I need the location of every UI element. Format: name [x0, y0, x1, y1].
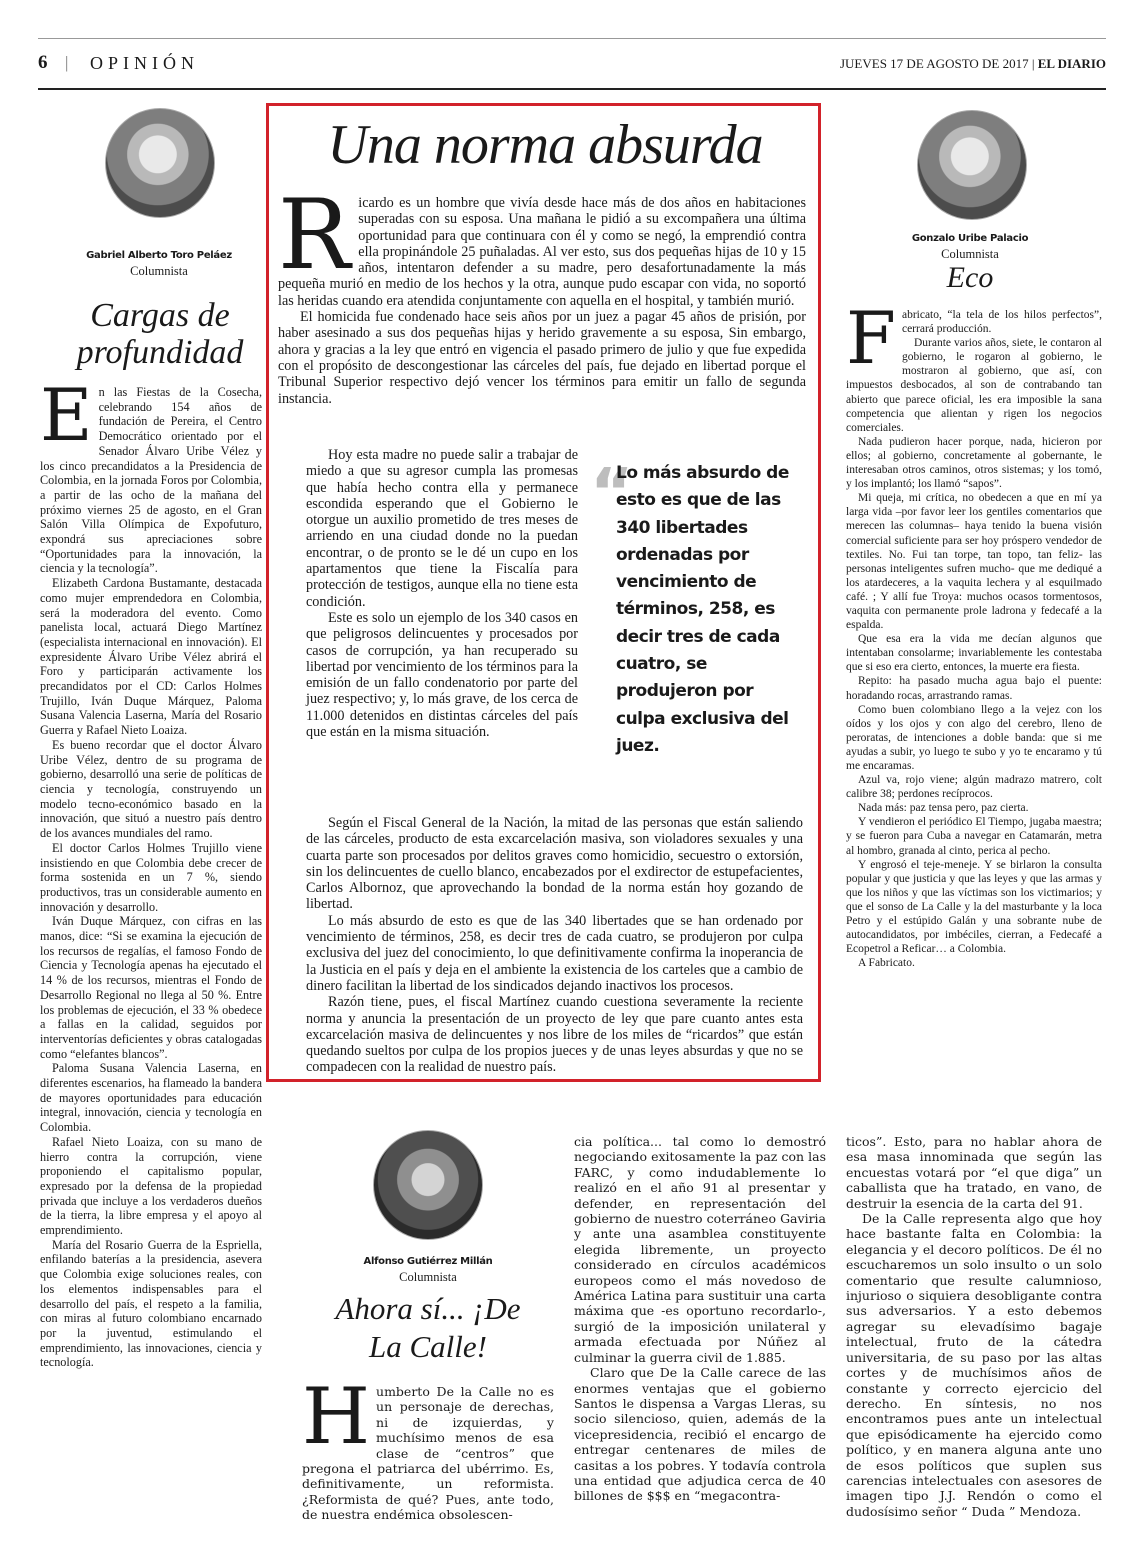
- bottom-article-col1: Humberto De la Calle no es un personaje de derechas, ni de izquierdas, y muchísimo menos de esa clase de “centros” que pregona el patriarca del ubérrimo. Es, definitivamente, un reformista. ¿Reformista de qué? Pues, ante todo, de nuestra endémica obsolescen-: [302, 1372, 554, 1523]
- bottom-article-col2: cia política... tal como lo demostró negociando exitosamente la paz con las FARC, y como indudablemente lo realizó en el año 91 al presentar y defender, en representación del gobierno de nuestro coterráneo Gaviria y ante una asamblea constituyente elegida libremente, un proyecto considerado en círculos académicos europeos como el más novedoso de América Latina para sustituir una carta máxima que -es oportuno recordarlo-, surgió de la imposición unilateral y armada efectuada por Núñez al culminar la guerra civil de 1.885. Claro que De la Calle carece de las enormes ventajas que el gobierno Santos le dispensa a Vargas Lleras, su socio silencioso, quien, además de la vicepresidencia, recibió el encargo de entregar centenares de miles de casitas a los pobres. Y todavía controla una entidad que adjudica cerca de 40 billones de $$$ en “megacontra-: [574, 1134, 826, 1504]
- author-name-right: Gonzalo Uribe Palacio: [911, 233, 1029, 244]
- section-name: OPINIÓN: [90, 53, 199, 73]
- editorial-bottom-text: Según el Fiscal General de la Nación, la mitad de las personas que están saliendo de las cárceles, producto de esta excarcelación masiva, son violadores sexuales y una cuarta parte son procesados por delitos graves como homicidio, secuestro o extorsión, sin los delincuentes de cuello blanco, encabezados por el exdirector de estupefacientes, Carlos Albornoz, que aprovechando la bondad de la norma están hoy gozando de libertad. Lo más absurdo de esto es que de las 340 libertades que se han ordenado por vencimiento de términos, 258, es decir tres de cada cuatro, se produjeron por culpa exclusiva del juez del conocimiento, lo que definitivamente confirma la inoperancia de la Justicia en el país y deja en el ambiente la existencia de los carteles que a cambio de dinero facilitan la libertad de los sindicados dejando inactivos los procesos. Razón tiene, pues, el fiscal Martínez cuando cuestiona severamente la reciente norma y anuncia la presentación de un proyecto de ley que pare cuanto antes esta excarcelación masiva de delincuentes y nos libre de los miles de “ricardos” que están quedando sueltos por culpa de los propios jueces y de unas leyes absurdas y que no se compadecen con la realidad de nuestro país.: [306, 815, 803, 1076]
- page-number: 6: [38, 52, 48, 73]
- quote-mark-icon: “: [590, 454, 634, 531]
- drop-cap: E: [40, 373, 93, 457]
- masthead: [38, 52, 1106, 78]
- column-body-left: En las Fiestas de la Cosecha, celebrando 154 años de fundación de Pereira, el Centro Democrático orientado por el Senador Álvaro Uribe Vélez y los cinco precandidatos a la Presidencia de Colombia, en la jornada Foros por Colombia, a partir de las ocho de la mañana del próximo viernes 25 de agosto, en el Gran Salón Villa Olímpica de Expofuturo, expondrá sus apreciaciones sobre “Oportunidades para la innovación, la ciencia y la tecnología”. Elizabeth Cardona Bustamante, destacada como mujer emprendedora en Colombia, será la moderadora del evento. Como panelista local, actuará Diego Martínez (especialista internacional en innovación). El expresidente Álvaro Uribe Vélez abrirá el Foro y participarán activamente los precandidatos por el CD: Carlos Holmes Trujillo, Iván Duque Márquez, Paloma Susana Valencia Laserna, María del Rosario Guerra y Rafael Nieto Loaiza. Es bueno recordar que el doctor Álvaro Uribe Vélez, dentro de su programa de gobierno, desarrolló una serie de políticas de ciencia y tecnología, construyendo un modelo tecno-económico basado en la innovación, que situó a nuestro país dentro de los avances mundiales del ramo. El doctor Carlos Holmes Trujillo viene insistiendo en que Colombia debe crecer de forma sostenida en un 7 %, siendo productivos, tras un considerable aumento en innovación y desarrollo. Iván Duque Márquez, con cifras en las manos, dice: “Si se examina la ejecución de los recursos de regalías, el famoso Fondo de Ciencia y Tecnología apenas ha ejecutado el 14 % de los recursos, mientras el Fondo de Desarrollo Regional no llega al 50 %. Entre los problemas de ejecución, el 33 % obedece a fallas en la calidad, seguidos por interventorías deficientes y obras catalogadas como “elefantes blancos”. Paloma Susana Valencia Laserna, en diferentes escenarios, ha flameado la bandera de mayores oportunidades para educación integral, innovación, ciencia y tecnología en Colombia. Rafael Nieto Loaiza, con su mano de hierro contra la corrupción, viene proponiendo el capitalismo popular, expresado por la defensa de la propiedad privada que incluye a los verdaderos dueños de la tierra, la libre empresa y el apoyo al emprendimiento. María del Rosario Guerra de la Espriella, enfilando baterías a la presidencia, asevera que Colombia exige soluciones reales, con los elementos indispensables para el desarrollo del país, el respeto a la familia, con miras al futuro colombiano encarnado por la juventud, estimulando el emprendimiento, las innovaciones, ciencia y tecnología.: [40, 373, 262, 1370]
- drop-cap: F: [846, 296, 896, 380]
- top-rule: [38, 38, 1106, 39]
- author-photo-bottom: [373, 1130, 483, 1240]
- pull-quote-text: Lo más absurdo de esto es que de las 340 libertades ordenadas por vencimiento de términos, 258, es decir tres de cada cuatro, se produjeron por culpa exclusiva del juez.: [616, 463, 789, 756]
- column-title-bottom: Ahora sí... ¡De La Calle!: [335, 1291, 521, 1364]
- drop-cap: R: [278, 179, 351, 291]
- author-name-left: Gabriel Alberto Toro Peláez: [86, 250, 232, 261]
- drop-cap: H: [302, 1372, 371, 1462]
- author-photo-left: [105, 108, 215, 218]
- editorial-top-text: Ricardo es un hombre que vivía desde hace más de dos años en habitaciones superadas con su esposa. Una mañana le pidió a su excompañera una última oportunidad para que continuara con él y como se negó, la emprendió contra ella propinándole 25 puñaladas. Al ver esto, sus dos pequeñas hijas de 10 y 15 años, intentaron defender a su madre, pero desafortunadamente la más pequeña murió en medio de los hechos y la otra, aunque pudo escapar con vida, no soportó las heridas cuando era atendida conjuntamente con aquella en el hospital, y también murió. El homicida fue condenado hace seis años por un juez a pagar 45 años de prisión, por haber asesinado a sus dos pequeñas hijas y herido gravemente a su esposa, Sin embargo, ahora y gracias a la ley que entró en vigencia el pasado primero de julio y que fue expedida con el propósito de descongestionar las cárceles del país, fue dejado en libertad porque el Tribunal Superior respectivo dejó vencer los términos para emitir un fallo de segunda instancia.: [278, 179, 806, 407]
- dateline: [840, 56, 1106, 72]
- masthead-rule: [38, 88, 1106, 90]
- author-photo-right: [917, 110, 1027, 220]
- column-title-left: Cargas de profundidad: [76, 297, 244, 372]
- column-title-right: Eco: [946, 261, 994, 294]
- date: JUEVES 17 DE AGOSTO DE 2017 |: [839, 56, 1035, 71]
- bottom-article-col3: ticos”. Esto, para no hablar ahora de esa masa innominada que según las encuestas votará por “el que diga” un caballista que ha tratado, en vano, de destruir la esencia de la carta del 91. De la Calle representa algo que hoy hace bastante falta en Colombia: la elegancia y el decoro políticos. De él no escucharemos un solo insulto o un solo comentario que resulte calumnioso, injurioso o siquiera desobligante contra sus adversarios. Y a esto debemos agregar su elevadísimo bagaje intelectual, fruto de la cátedra universitaria, de su paso por las altas cortes y de muchísimos años de constante y correcto ejercicio del derecho. En síntesis, no nos encontramos pues ante un intelectual que episódicamente ha ejercido como político, y en manera alguna ante uno de esos políticos que suplen sus carencias intelectuales con asesores de imagen tipo J.J. Rendón o como el dudosísimo señor “ Duda ” Mendoza.: [846, 1134, 1102, 1519]
- editorial-narrow-text: Hoy esta madre no puede salir a trabajar de miedo a que su agresor cumpla las promesas que había hecho contra ella y permanece escondida esperando que el Gobierno le otorgue un auxilio prometido de tres meses de arriendo en una ciudad donde no la puedan encontrar, o de pronto se le dé un cupo en los apartamentos que tiene la Fiscalía para protección de testigos, aunque ella no tiene esta condición. Este es solo un ejemplo de los 340 casos en que peligrosos delincuentes y procesados por casos de corrupción, ya han recuperado su libertad por vencimiento de los términos para la emisión de un fallo condenatorio por parte del juez respectivo; y, lo más grave, de los cerca de 11.000 detenidos en distintas cárceles del país que están en la misma situación.: [306, 447, 578, 741]
- author-role-left: Columnista: [130, 264, 188, 278]
- author-role-bottom: Columnista: [399, 1270, 457, 1284]
- column-body-right: Fabricato, “la tela de los hilos perfectos”, cerrará producción. Durante varios años, siete, le contaron al gobierno, le rogaron al gobierno, le mostraron al gobierno, que así, con impuestos desbocados, al son de contrabando tan abierto que parece oficial, les era imposible la sana competencia que alientan y rigen los negocios comerciales. Nada pudieron hacer porque, nada, hicieron por ellos; al gobierno, concretamente al gobernante, le interesaban otros caminos, otros sistemas; y los tomó, y los implantó; los llamó “sapos”. Mi queja, mi crítica, no obedecen a que en mí ya larga vida –por favor leer los gentiles comentarios que merecen las columnas– haya tenido la buena visión comercial suficiente para ser hoy próspero vendedor de textiles. No. Fui tan torpe, tan topo, tan feliz- las personas inteligentes sufren mucho- que me dediqué a los atardeceres, a la vaquita lechera y al esquilmado café. ; Y allí fue Troya: muchos ocasos tormentosos, vaquita con permanente prole ladrona y fedecafé a la espalda. Que esa era la vida me decían algunos que intentaban consolarme; invariablemente les contestaba que si eso era cierto, entonces, la muerte era fiesta. Repito: ha pasado mucha agua bajo el puente: horadando rocas, arrastrando ramas. Como buen colombiano llego a la vejez con los oídos y los ojos y con algo del cerebro, lleno de peroratas, de intenciones a doble banda: que si me ayudas a subir, yo luego te subo y yo te encaramo y tú me encaramas. Azul va, rojo viene; algún madrazo matrero, colt calibre 38; perdones recíprocos. Nada más: paz tensa pero, paz cierta. Y vendieron el periódico El Tiempo, jugaba maestra; y se fueron para Cuba a navegar en Catamarán, metra al hombro, granada al cinto, perica al pecho. Y engrosó el teje-meneje. Y se birlaron la consulta popular y que justicia y que las leyes y que las armas y que los niños y que las víctimas son los victimarios; y que el sonso de La Calle y la del masturbante y la loca Petro y el estúpido Galán y una sobrante nube de autocandidatos, por imbéciles, cierran, a Fedecafé a Ecopetrol a Reficar… a Colombia. A Fabricato.: [846, 296, 1102, 970]
- author-name-bottom: Alfonso Gutiérrez Millán: [363, 1256, 493, 1267]
- masthead-separator: |: [65, 53, 69, 72]
- editorial-headline: Una norma absurda: [327, 114, 763, 176]
- newspaper-name: EL DIARIO: [1037, 56, 1106, 71]
- author-role-right: Columnista: [941, 247, 999, 261]
